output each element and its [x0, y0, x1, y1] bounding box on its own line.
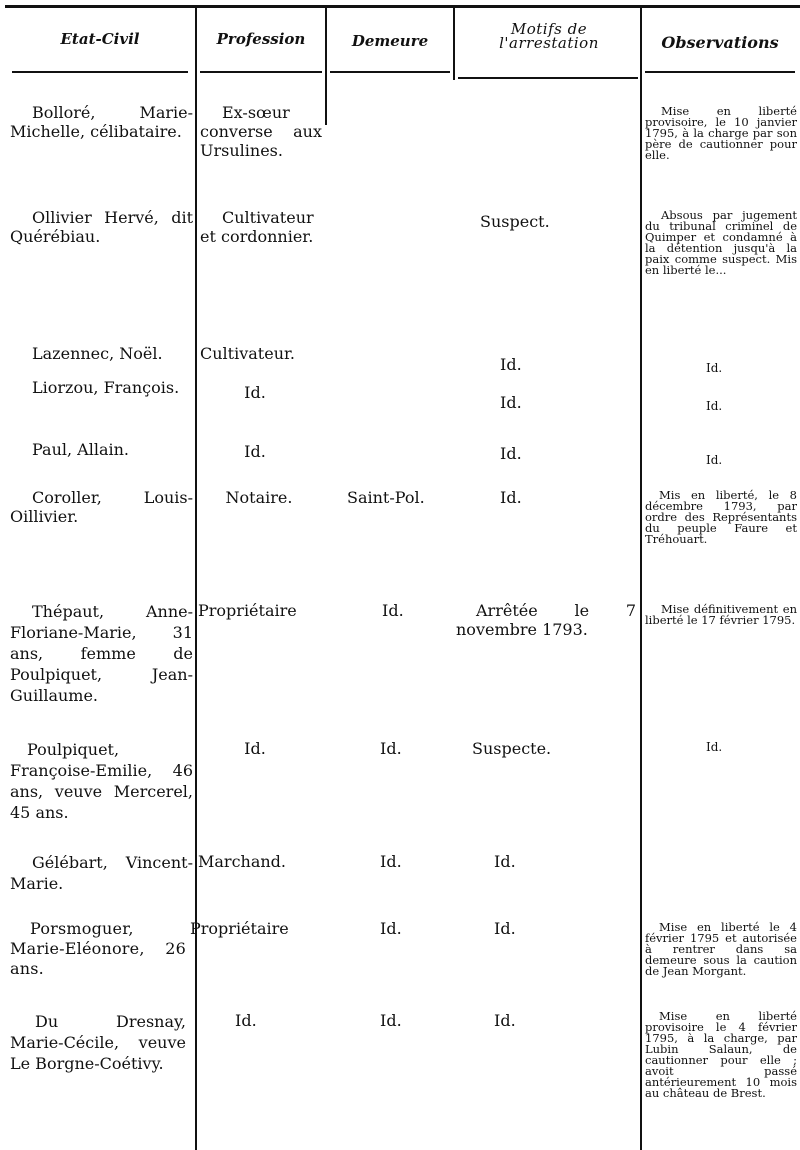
- row-motif: Id.: [500, 393, 522, 412]
- row-observations: Mise définitivement en liberté le 17 février 1795.: [645, 602, 797, 627]
- row-profession: Ex-sœur converse aux Ursulines.: [200, 103, 322, 160]
- column-divider: [325, 5, 327, 125]
- row-profession: Marchand.: [198, 852, 287, 871]
- row-demeure: Id.: [380, 919, 402, 938]
- row-demeure: Id.: [380, 852, 402, 871]
- row-etat-civil: Bolloré, Marie-Michelle, célibataire.: [10, 103, 193, 141]
- row-observations: Mise en liberté provisoire le 4 février 1795, à la charge, par Lubin Salaun, de cautionner pour elle ; avoit passé antérieurement 10 mois au château de Brest.: [645, 1009, 797, 1100]
- row-observations: Mise en liberté provisoire, le 10 janvier 1795, à la charge par son père de cautionner pour elle.: [645, 104, 797, 162]
- row-observations: Id.: [706, 361, 723, 375]
- row-observations: Mise en liberté le 4 février 1795 et autorisée à rentrer dans sa demeure sous la caution de Jean Morgant.: [645, 920, 797, 978]
- row-observations: Id.: [706, 740, 723, 754]
- header-etat-civil: Etat-Civil: [60, 30, 140, 48]
- row-motif: Suspect.: [480, 212, 550, 231]
- row-profession: Propriétaire: [190, 919, 289, 938]
- row-profession: Id.: [244, 383, 266, 402]
- row-motif: Suspecte.: [472, 739, 552, 758]
- header-rule: [330, 71, 450, 73]
- column-divider: [453, 5, 455, 80]
- row-motif: Id.: [494, 852, 516, 871]
- header-observations: Observations: [661, 33, 779, 52]
- row-demeure: Id.: [382, 601, 404, 620]
- column-divider: [640, 5, 642, 1150]
- row-demeure: Saint-Pol.: [347, 488, 425, 507]
- row-profession: Id.: [244, 442, 266, 461]
- row-profession: Notaire.: [225, 488, 293, 507]
- row-profession: Id.: [244, 739, 266, 758]
- row-etat-civil: Lazennec, Noël.: [32, 344, 163, 363]
- row-motif: Id.: [494, 919, 516, 938]
- row-motif: Id.: [500, 488, 522, 507]
- row-profession: Cultivateur et cordonnier.: [200, 208, 314, 246]
- header-rule: [200, 71, 322, 73]
- header-rule: [645, 71, 795, 73]
- row-observations: Id.: [706, 399, 723, 413]
- header-rule: [12, 71, 188, 73]
- row-etat-civil: Liorzou, François.: [32, 378, 180, 397]
- row-observations: Mis en liberté, le 8 décembre 1793, par ordre des Représentants du peuple Faure et Tréhouart.: [645, 488, 797, 546]
- row-demeure: Id.: [380, 739, 402, 758]
- header-motifs: Motifs de l'arrestation: [499, 20, 599, 52]
- row-motif: Id.: [500, 444, 522, 463]
- header-demeure: Demeure: [351, 32, 429, 50]
- row-etat-civil: Du Dresnay, Marie-Cécile, veuve Le Borgne-Coétivy.: [10, 1012, 186, 1073]
- row-demeure: Id.: [380, 1011, 402, 1030]
- column-divider: [195, 5, 197, 1150]
- row-profession: Id.: [235, 1011, 257, 1030]
- row-motif: Id.: [494, 1011, 516, 1030]
- header-rule: [458, 77, 638, 79]
- row-profession: Propriétaire: [198, 601, 297, 620]
- header-profession: Profession: [216, 30, 306, 48]
- row-etat-civil: Gélébart, Vincent-Marie.: [10, 853, 193, 893]
- row-etat-civil: Poulpiquet, Françoise-Emilie, 46 ans, veuve Mercerel, 45 ans.: [10, 740, 193, 822]
- row-etat-civil: Paul, Allain.: [32, 440, 130, 459]
- row-etat-civil: Coroller, Louis-Oillivier.: [10, 488, 193, 526]
- row-etat-civil: Thépaut, Anne-Floriane-Marie, 31 ans, femme de Poulpiquet, Jean-Guillaume.: [10, 602, 193, 705]
- top-rule: [5, 5, 800, 8]
- row-profession: Cultivateur.: [200, 344, 295, 363]
- row-etat-civil: Ollivier Hervé, dit Quérébiau.: [10, 208, 193, 246]
- row-motif: Id.: [500, 355, 522, 374]
- row-observations: Absous par jugement du tribunal criminel de Quimper et condamné à la détention jusqu'à la paix comme suspect. Mis en liberté le...: [645, 208, 797, 277]
- row-observations: Id.: [706, 453, 723, 467]
- row-motif: Arrêtée le 7 novembre 1793.: [456, 601, 636, 639]
- row-etat-civil: Porsmoguer, Marie-Eléonore, 26 ans.: [10, 919, 186, 978]
